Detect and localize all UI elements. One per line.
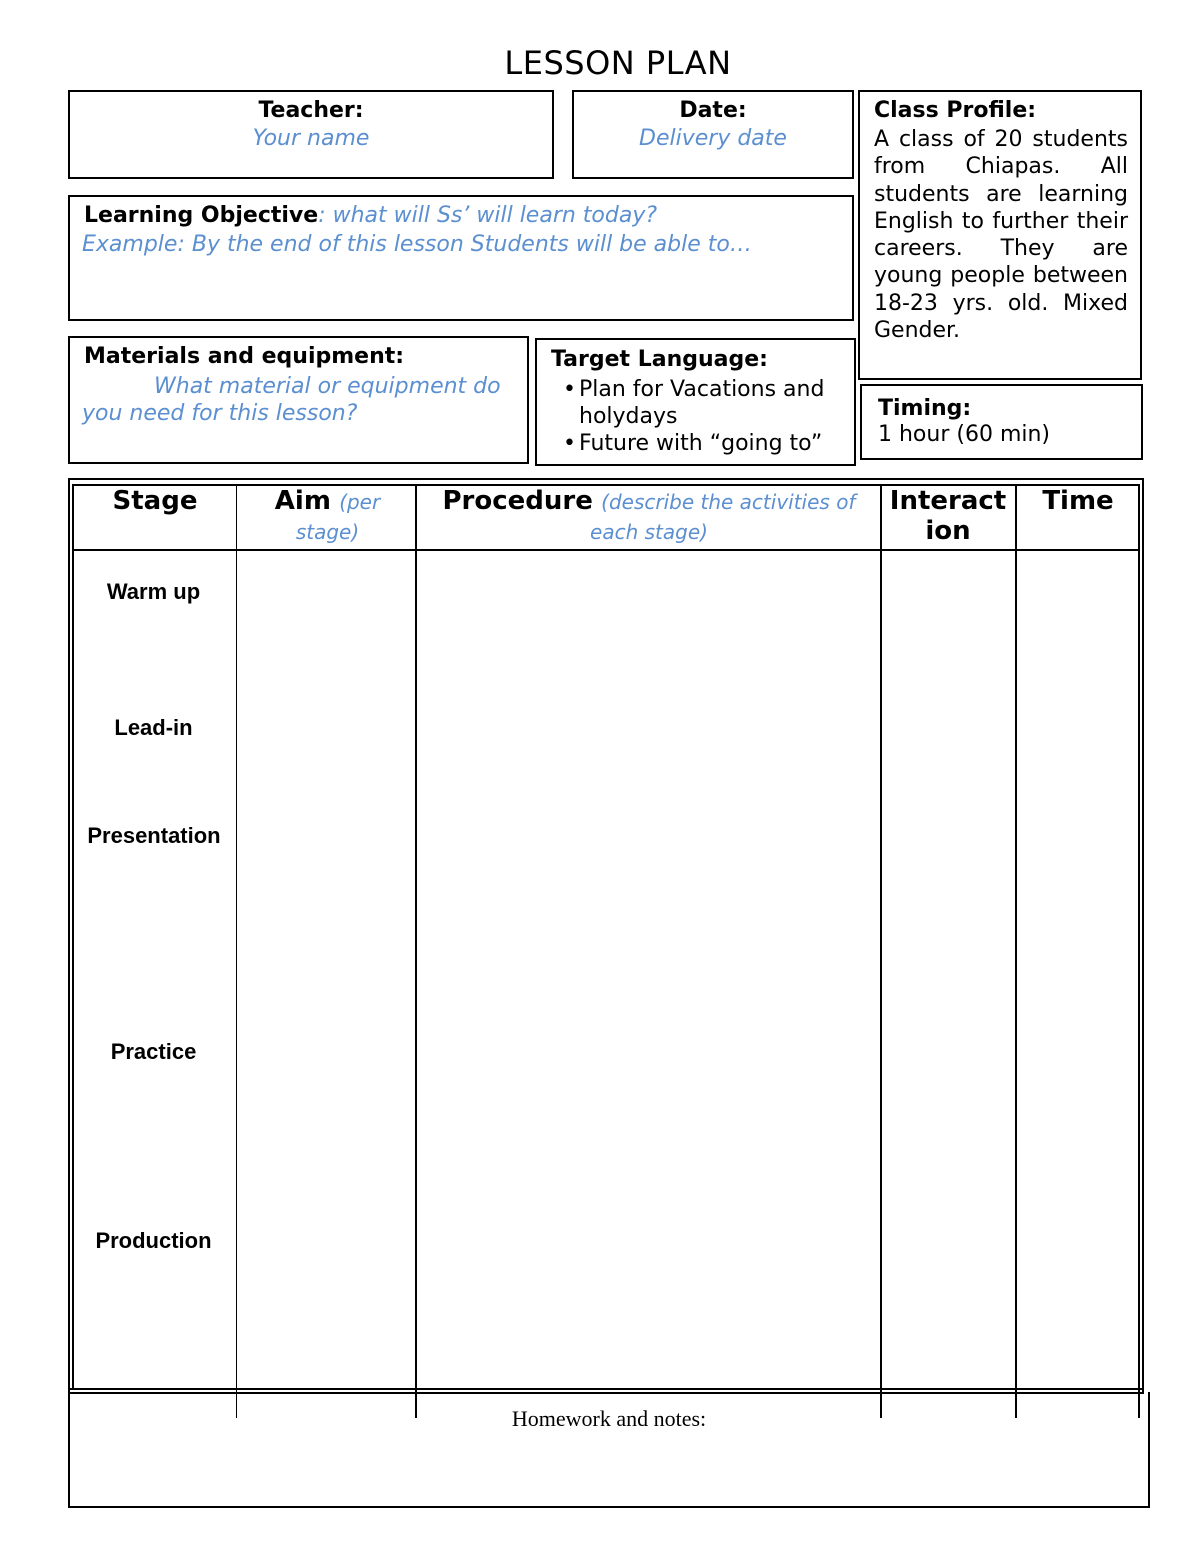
date-box xyxy=(572,90,854,179)
target-language-label: Target Language: xyxy=(551,347,768,372)
class-profile-box xyxy=(858,90,1142,380)
timing-label: Timing: xyxy=(878,396,972,421)
target-language-box xyxy=(535,338,856,466)
bullet-icon: • xyxy=(563,431,576,456)
materials-box xyxy=(68,336,529,464)
class-profile-text[interactable]: A class of 20 students from Chiapas. All students are learning English to further their careers. They are young people between 18-23 yrs. old. Mixed Gender. xyxy=(874,127,1128,344)
homework-box[interactable] xyxy=(68,1392,1150,1508)
header-stage: Stage xyxy=(112,486,198,516)
teacher-label: Teacher: xyxy=(258,98,364,123)
header-aim: Aim (per stage) xyxy=(274,486,381,544)
stage-lead-in: Lead-in xyxy=(114,715,193,740)
date-label: Date: xyxy=(679,98,747,123)
stage-warm-up: Warm up xyxy=(106,579,201,604)
stage-practice: Practice xyxy=(110,1039,197,1064)
page-title: LESSON PLAN xyxy=(504,44,732,82)
class-profile-label: Class Profile: xyxy=(874,98,1037,123)
learning-objective-heading xyxy=(84,203,657,228)
teacher-name[interactable]: Your name xyxy=(252,126,370,151)
homework-label: Homework and notes: xyxy=(511,1406,707,1431)
teacher-box xyxy=(68,90,554,179)
header-time: Time xyxy=(1042,486,1114,516)
header-procedure-note: (describe the activities of each stage) xyxy=(590,490,856,544)
stage-presentation: Presentation xyxy=(87,823,221,848)
materials-prompt[interactable]: What material or equipment do you need for this lesson? xyxy=(82,374,501,426)
learning-objective-box xyxy=(68,195,854,321)
target-language-list xyxy=(551,376,854,457)
list-item[interactable]: • Plan for Vacations and holydays xyxy=(563,377,825,429)
timing-value[interactable]: 1 hour (60 min) xyxy=(878,422,1051,447)
learning-objective-label: Learning Objective xyxy=(84,203,319,228)
learning-objective-prompt[interactable]: : what will Ss’ will learn today? xyxy=(318,203,658,228)
learning-objective-example[interactable]: Example: By the end of this lesson Students will be able to… xyxy=(82,232,752,257)
delivery-date[interactable]: Delivery date xyxy=(639,126,787,151)
header-interaction: Interaction xyxy=(889,486,1007,546)
header-aim-note: (per stage) xyxy=(295,490,381,544)
bullet-icon: • xyxy=(563,377,576,402)
header-procedure: Procedure (describe the activities of each stage) xyxy=(442,486,856,544)
timing-box xyxy=(860,384,1143,460)
stage-production: Production xyxy=(95,1228,212,1253)
list-item[interactable]: • Future with “going to” xyxy=(563,431,823,456)
materials-label: Materials and equipment: xyxy=(84,344,405,369)
